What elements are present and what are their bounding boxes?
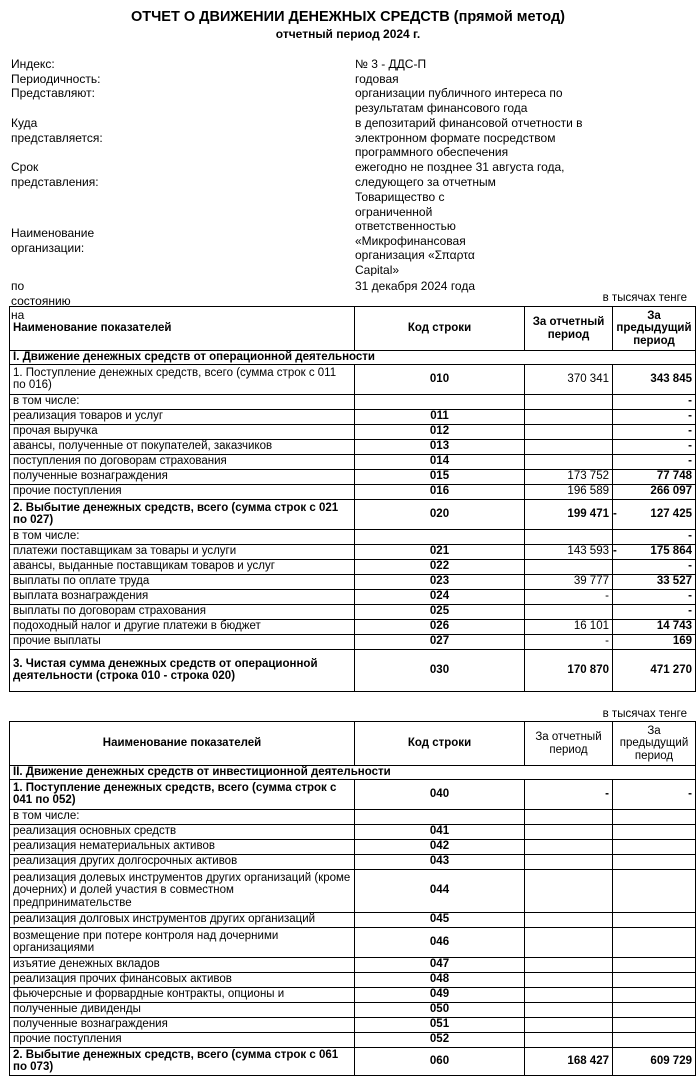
row-name: реализация товаров и услуг — [10, 409, 355, 424]
table-row — [10, 364, 696, 394]
row-previous-value — [613, 529, 696, 544]
row-code: 043 — [355, 854, 525, 869]
row-current-value: 168 427 — [525, 1047, 613, 1075]
row-current-value — [525, 424, 613, 439]
row-previous-number: - — [688, 560, 692, 573]
row-code: 047 — [355, 957, 525, 972]
row-current-value — [525, 987, 613, 1002]
row-current-value — [525, 839, 613, 854]
meta-submit-value: организации публичного интереса по результатам финансового года — [355, 86, 563, 115]
row-code: 026 — [355, 619, 525, 634]
row-current-value — [525, 824, 613, 839]
row-current-value — [525, 529, 613, 544]
row-name: авансы, выданные поставщикам товаров и услуг — [10, 559, 355, 574]
row-previous-number: 343 845 — [650, 372, 692, 385]
row-previous-value — [613, 394, 696, 409]
row-code: 023 — [355, 574, 525, 589]
row-previous-value — [613, 604, 696, 619]
row-previous-value — [613, 454, 696, 469]
row-current-value: 170 870 — [525, 649, 613, 691]
row-name: 2. Выбытие денежных средств, всего (сумма строк с 061 по 073) — [10, 1047, 355, 1075]
meta-asof-label: по состоянию на — [11, 279, 71, 322]
row-code: 044 — [355, 869, 525, 912]
table-row — [10, 499, 696, 529]
row-name: выплаты по договорам страхования — [10, 604, 355, 619]
row-current-value — [525, 957, 613, 972]
row-name: в том числе: — [10, 394, 355, 409]
row-previous-number: 609 729 — [650, 1054, 692, 1067]
row-previous-value — [613, 439, 696, 454]
row-previous-value — [613, 972, 696, 987]
row-code: 025 — [355, 604, 525, 619]
row-current-value: - — [525, 589, 613, 604]
row-current-value: - — [525, 634, 613, 649]
table-row — [10, 649, 696, 691]
row-current-value: 39 777 — [525, 574, 613, 589]
row-previous-value — [613, 779, 696, 809]
row-previous-value — [613, 824, 696, 839]
row-code: 046 — [355, 927, 525, 957]
row-name: прочие поступления — [10, 1032, 355, 1047]
row-code: 051 — [355, 1017, 525, 1032]
row-name: возмещение при потере контроля над дочерними организациями — [10, 927, 355, 957]
row-previous-number: - — [688, 530, 692, 543]
table-row — [10, 409, 696, 424]
row-current-value — [525, 972, 613, 987]
row-current-value — [525, 1017, 613, 1032]
unit-label-1: в тысячах тенге — [602, 292, 687, 304]
table-row — [10, 927, 696, 957]
row-name: фьючерсные и форвардные контракты, опционы и — [10, 987, 355, 1002]
row-previous-number: - — [688, 395, 692, 408]
row-name: реализация долговых инструментов других организаций — [10, 912, 355, 927]
row-name: подоходный налог и другие платежи в бюджет — [10, 619, 355, 634]
meta-deadline-label: Срок представления: — [11, 160, 99, 189]
table-row — [10, 424, 696, 439]
table-row — [10, 869, 696, 912]
row-current-value — [525, 559, 613, 574]
table-row — [10, 589, 696, 604]
row-previous-value — [613, 1017, 696, 1032]
row-current-value — [525, 854, 613, 869]
table-header-row — [10, 722, 696, 766]
row-current-value — [525, 409, 613, 424]
row-previous-number: 266 097 — [650, 485, 692, 498]
row-current-value — [525, 604, 613, 619]
table-row — [10, 394, 696, 409]
row-code: 027 — [355, 634, 525, 649]
row-previous-value — [613, 499, 696, 529]
table-row — [10, 912, 696, 927]
row-current-value — [525, 869, 613, 912]
row-previous-value — [613, 469, 696, 484]
table-row — [10, 779, 696, 809]
meta-where-label: Куда представляется: — [11, 116, 103, 145]
row-code: 050 — [355, 1002, 525, 1017]
report-subtitle: отчетный период 2024 г. — [275, 27, 421, 41]
row-current-value: - — [525, 779, 613, 809]
row-code: 049 — [355, 987, 525, 1002]
header-previous: За предыдущий период — [613, 722, 696, 766]
row-name: реализация других долгосрочных активов — [10, 854, 355, 869]
row-previous-number: - — [688, 455, 692, 468]
header-current: За отчетный период — [525, 307, 613, 351]
row-current-value — [525, 394, 613, 409]
row-previous-number: 471 270 — [650, 663, 692, 676]
section-row — [10, 766, 696, 780]
row-code: 011 — [355, 409, 525, 424]
header-name: Наименование показателей — [10, 722, 355, 766]
header-previous: За предыдущий период — [613, 307, 696, 351]
row-name: прочие поступления — [10, 484, 355, 499]
row-current-value — [525, 1032, 613, 1047]
row-previous-number: 175 864 — [650, 545, 692, 558]
meta-org-value: Товарищество с ограниченной ответственностью «Микрофинансовая организация «Σπαρτα Capital» — [355, 190, 475, 276]
table-header-row — [10, 307, 696, 351]
header-name: Наименование показателей — [10, 307, 355, 351]
row-code: 021 — [355, 544, 525, 559]
row-previous-value — [613, 559, 696, 574]
meta-index-value: № 3 - ДДС-П — [355, 57, 427, 71]
row-code: 030 — [355, 649, 525, 691]
row-previous-value — [613, 484, 696, 499]
table-row — [10, 854, 696, 869]
row-previous-value — [613, 987, 696, 1002]
row-previous-number: 33 527 — [656, 575, 692, 588]
row-current-value — [525, 454, 613, 469]
cashflow-table-operating — [9, 306, 696, 692]
section-title: II. Движение денежных средств от инвестиционной деятельности — [10, 766, 696, 780]
row-name: изъятие денежных вкладов — [10, 957, 355, 972]
row-current-value — [525, 439, 613, 454]
meta-period-value: годовая — [355, 72, 399, 86]
row-previous-number: - — [688, 590, 692, 603]
row-code: 052 — [355, 1032, 525, 1047]
row-previous-value — [613, 839, 696, 854]
row-current-value: 370 341 — [525, 364, 613, 394]
row-previous-number: 169 — [672, 635, 692, 648]
header-current: За отчетный период — [525, 722, 613, 766]
table-row — [10, 604, 696, 619]
row-name: 3. Чистая сумма денежных средств от операционной деятельности (строка 010 - строка 020) — [10, 649, 355, 691]
row-code: 020 — [355, 499, 525, 529]
row-code: 015 — [355, 469, 525, 484]
meta-deadline-value: ежегодно не позднее 31 августа года, следующего за отчетным — [355, 160, 565, 189]
row-name: платежи поставщикам за товары и услуги — [10, 544, 355, 559]
table-row — [10, 439, 696, 454]
header-code: Код строки — [355, 307, 525, 351]
table-row — [10, 972, 696, 987]
table-row — [10, 839, 696, 854]
row-code — [355, 394, 525, 409]
row-previous-value — [613, 912, 696, 927]
row-code: 045 — [355, 912, 525, 927]
row-previous-value — [613, 619, 696, 634]
row-name: в том числе: — [10, 529, 355, 544]
meta-period-label: Периодичность: — [11, 72, 101, 86]
header-code: Код строки — [355, 722, 525, 766]
row-previous-number: 77 748 — [656, 470, 692, 483]
table-row — [10, 544, 696, 559]
table-row — [10, 1017, 696, 1032]
row-name: полученные дивиденды — [10, 1002, 355, 1017]
row-previous-value — [613, 854, 696, 869]
row-previous-value — [613, 1002, 696, 1017]
row-code: 024 — [355, 589, 525, 604]
row-name: реализация долевых инструментов других организаций (кроме дочерних) и долей участия в совместном предпринимательстве — [10, 869, 355, 912]
row-name: прочие выплаты — [10, 634, 355, 649]
row-current-value: 199 471 — [525, 499, 613, 529]
table-row — [10, 559, 696, 574]
row-name: полученные вознаграждения — [10, 469, 355, 484]
row-previous-number: - — [688, 440, 692, 453]
row-previous-number: - — [688, 425, 692, 438]
row-current-value: 196 589 — [525, 484, 613, 499]
row-code: 041 — [355, 824, 525, 839]
row-name: поступления по договорам страхования — [10, 454, 355, 469]
row-name: 1. Поступление денежных средств, всего (сумма строк с 011 по 016) — [10, 364, 355, 394]
row-previous-value — [613, 927, 696, 957]
row-code — [355, 809, 525, 824]
table-row — [10, 484, 696, 499]
row-code: 010 — [355, 364, 525, 394]
meta-index-label: Индекс: — [11, 57, 55, 71]
meta-asof-value: 31 декабря 2024 года — [355, 279, 476, 293]
row-previous-sign: - — [613, 545, 617, 558]
table-row — [10, 529, 696, 544]
row-code: 042 — [355, 839, 525, 854]
row-previous-value — [613, 1047, 696, 1075]
row-previous-number: 14 743 — [656, 620, 692, 633]
row-current-value — [525, 809, 613, 824]
table-row — [10, 1002, 696, 1017]
report-title: ОТЧЕТ О ДВИЖЕНИИ ДЕНЕЖНЫХ СРЕДСТВ (прямой метод) — [130, 9, 566, 25]
row-previous-number: - — [688, 605, 692, 618]
row-name: реализация нематериальных активов — [10, 839, 355, 854]
row-previous-value — [613, 424, 696, 439]
row-code: 016 — [355, 484, 525, 499]
row-name: выплата вознаграждения — [10, 589, 355, 604]
row-previous-value — [613, 649, 696, 691]
meta-submit-label: Представляют: — [11, 86, 95, 100]
cashflow-table-investing — [9, 721, 696, 1076]
table-row — [10, 957, 696, 972]
row-current-value: 143 593 — [525, 544, 613, 559]
row-name: 2. Выбытие денежных средств, всего (сумма строк с 021 по 027) — [10, 499, 355, 529]
table-row — [10, 987, 696, 1002]
row-code: 013 — [355, 439, 525, 454]
row-previous-number: 127 425 — [650, 507, 692, 520]
meta-where-value: в депозитарий финансовой отчетности в электронном формате посредством программного обеспечения — [355, 116, 583, 159]
row-previous-value — [613, 544, 696, 559]
row-name: авансы, полученные от покупателей, заказчиков — [10, 439, 355, 454]
row-previous-number: - — [688, 410, 692, 423]
row-code: 060 — [355, 1047, 525, 1075]
row-current-value — [525, 912, 613, 927]
table-row — [10, 574, 696, 589]
row-name: прочая выручка — [10, 424, 355, 439]
row-code: 014 — [355, 454, 525, 469]
meta-org-label: Наименование организации: — [11, 226, 95, 255]
row-code: 012 — [355, 424, 525, 439]
row-name: выплаты по оплате труда — [10, 574, 355, 589]
table-row — [10, 634, 696, 649]
row-previous-value — [613, 574, 696, 589]
table-row — [10, 824, 696, 839]
row-previous-value — [613, 869, 696, 912]
section-title: I. Движение денежных средств от операционной деятельности — [10, 351, 696, 365]
row-name: 1. Поступление денежных средств, всего (сумма строк с 041 по 052) — [10, 779, 355, 809]
row-code: 048 — [355, 972, 525, 987]
row-previous-number: - — [688, 787, 692, 800]
row-previous-value — [613, 409, 696, 424]
row-code: 022 — [355, 559, 525, 574]
unit-label-2: в тысячах тенге — [602, 708, 687, 720]
row-name: реализация прочих финансовых активов — [10, 972, 355, 987]
section-row — [10, 351, 696, 365]
row-previous-value — [613, 634, 696, 649]
table-row — [10, 809, 696, 824]
table-row — [10, 454, 696, 469]
table-row — [10, 1032, 696, 1047]
row-code — [355, 529, 525, 544]
row-code: 040 — [355, 779, 525, 809]
table-row — [10, 469, 696, 484]
row-previous-sign: - — [613, 507, 617, 520]
row-current-value: 16 101 — [525, 619, 613, 634]
row-previous-value — [613, 809, 696, 824]
row-previous-value — [613, 957, 696, 972]
row-name: в том числе: — [10, 809, 355, 824]
row-current-value — [525, 927, 613, 957]
row-previous-value — [613, 589, 696, 604]
row-previous-value — [613, 364, 696, 394]
table-row — [10, 1047, 696, 1075]
row-current-value — [525, 1002, 613, 1017]
row-current-value: 173 752 — [525, 469, 613, 484]
table-row — [10, 619, 696, 634]
row-previous-value — [613, 1032, 696, 1047]
row-name: полученные вознаграждения — [10, 1017, 355, 1032]
row-name: реализация основных средств — [10, 824, 355, 839]
